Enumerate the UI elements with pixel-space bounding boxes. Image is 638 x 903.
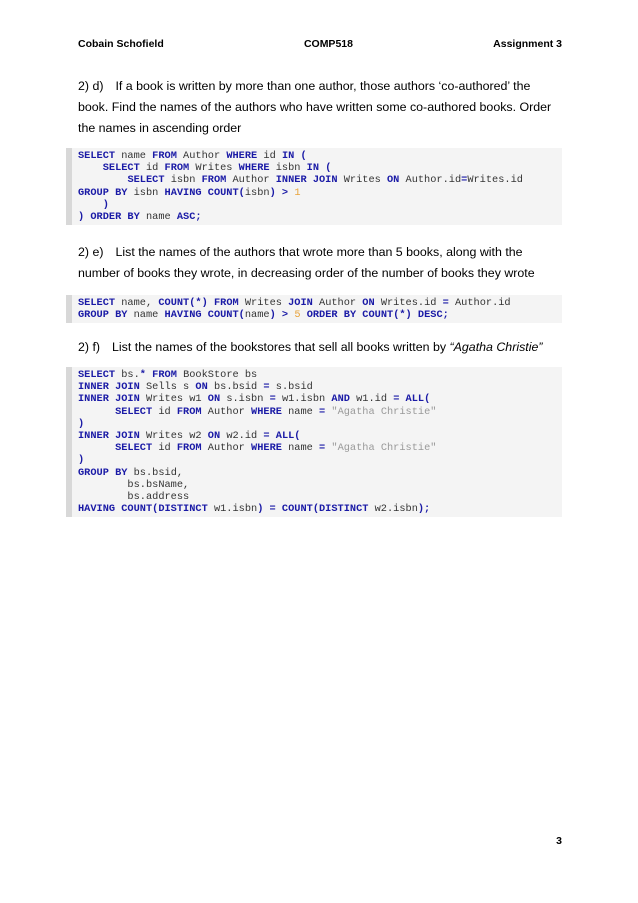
code-keyword: SELECT xyxy=(78,369,116,381)
code-keyword: = ALL( xyxy=(393,393,431,406)
code-line xyxy=(78,430,562,442)
code-text: Author.id xyxy=(399,174,462,187)
code-text: isbn xyxy=(127,186,165,199)
code-text xyxy=(78,199,103,211)
code-keyword: FROM xyxy=(152,150,177,162)
question-number: 2) d) xyxy=(78,79,104,93)
code-keyword: INNER JOIN xyxy=(275,174,338,187)
code-keyword: WHERE xyxy=(251,442,282,455)
code-block-2f xyxy=(66,367,562,517)
code-keyword: GROUP BY xyxy=(78,186,128,199)
code-line xyxy=(78,174,562,186)
code-string: "Agatha Christie" xyxy=(331,405,437,418)
code-keyword: IN ( xyxy=(281,150,307,162)
code-text: Writes xyxy=(238,297,289,309)
code-keyword: = ALL( xyxy=(263,430,301,443)
code-line xyxy=(78,297,562,309)
code-keyword: WHERE xyxy=(226,150,258,162)
code-text: isbn xyxy=(164,174,202,187)
code-text: isbn xyxy=(269,162,307,175)
code-text: Author.id xyxy=(448,297,511,309)
header-author: Cobain Schofield xyxy=(78,38,164,50)
code-keyword: ) xyxy=(78,454,85,467)
code-keyword: ) ORDER BY xyxy=(78,211,140,224)
code-text: name xyxy=(127,309,165,322)
code-keyword: INNER JOIN xyxy=(78,430,140,443)
code-keyword: FROM xyxy=(213,297,239,309)
code-text: Author xyxy=(176,150,227,162)
code-text: Author xyxy=(201,442,252,455)
code-text: bs.bsid, xyxy=(127,466,184,479)
code-text: Writes w1 xyxy=(139,393,208,406)
code-text: w1.isbn xyxy=(275,393,332,406)
code-keyword: HAVING COUNT( xyxy=(164,309,245,322)
code-text: bs.bsName, xyxy=(78,478,190,491)
code-keyword: ) > xyxy=(269,186,289,199)
code-text: s.bsid xyxy=(269,381,313,394)
code-keyword: ON xyxy=(362,297,375,309)
code-text: name xyxy=(281,405,320,418)
page-header xyxy=(78,38,562,50)
page-number: 3 xyxy=(556,835,562,847)
code-text: s.isbn xyxy=(220,393,270,406)
header-course: COMP518 xyxy=(303,38,353,50)
code-line xyxy=(78,150,562,162)
code-keyword: HAVING COUNT( xyxy=(164,186,245,199)
code-text: w2.id xyxy=(220,430,264,443)
code-keyword: = xyxy=(319,405,326,418)
code-text: name, xyxy=(115,297,159,309)
code-line xyxy=(78,503,562,515)
code-keyword: ) = COUNT(DISTINCT xyxy=(257,503,369,516)
code-text: w1.id xyxy=(349,393,394,406)
code-keyword: FROM xyxy=(176,442,202,455)
code-keyword: = xyxy=(319,442,326,455)
question-number: 2) e) xyxy=(78,245,104,259)
code-line xyxy=(78,406,562,418)
code-line xyxy=(78,467,562,479)
code-text: Writes w2 xyxy=(139,430,208,443)
code-line xyxy=(78,309,562,321)
code-keyword: COUNT(*) xyxy=(158,297,208,309)
question-2e xyxy=(78,242,562,284)
code-line xyxy=(78,199,562,211)
code-keyword: SELECT xyxy=(78,150,116,162)
code-text: name xyxy=(139,211,177,224)
code-text: w2.isbn xyxy=(368,503,418,516)
code-line xyxy=(78,454,562,466)
code-line xyxy=(78,491,562,503)
code-keyword: IN ( xyxy=(306,162,332,175)
code-keyword: SELECT xyxy=(115,442,153,455)
code-text: name xyxy=(281,442,320,455)
code-keyword: = xyxy=(461,174,468,187)
code-text: Author xyxy=(226,174,276,187)
code-block-2d xyxy=(66,148,562,225)
code-line xyxy=(78,187,562,199)
code-keyword: HAVING COUNT(DISTINCT xyxy=(78,503,208,516)
code-text: bs.address xyxy=(78,491,190,504)
code-text: id xyxy=(152,405,177,418)
question-text: List the names of the authors that wrote more than 5 books, along with the number of books they wrote, in decreasing order of the number of books they wrote xyxy=(78,245,535,280)
code-line xyxy=(78,442,562,454)
code-number: 5 xyxy=(294,309,301,322)
question-2d xyxy=(78,76,562,139)
code-text: w1.isbn xyxy=(207,503,258,516)
code-keyword: GROUP BY xyxy=(78,466,128,479)
question-text: List the names of the bookstores that sell all books written by xyxy=(112,340,450,354)
code-keyword: SELECT xyxy=(115,405,153,418)
code-keyword: ) > xyxy=(269,309,289,322)
code-text: name xyxy=(244,309,270,322)
code-string: "Agatha Christie" xyxy=(331,442,437,455)
code-keyword: FROM xyxy=(152,369,177,381)
code-text: Writes.id xyxy=(374,297,443,309)
code-text: Author xyxy=(201,405,252,418)
code-line xyxy=(78,393,562,405)
code-keyword: = xyxy=(442,297,449,309)
code-keyword: * xyxy=(139,369,146,381)
code-text: Author xyxy=(312,297,363,309)
question-text: If a book is written by more than one author, those authors ‘co-authored’ the book. Find the names of the authors who have written some co-authored books. Order the names in ascending order xyxy=(78,79,552,135)
code-line xyxy=(78,211,562,223)
code-keyword: ON xyxy=(386,174,400,187)
code-text: id xyxy=(257,150,282,162)
code-keyword: SELECT xyxy=(78,297,116,309)
code-keyword: ASC; xyxy=(176,211,202,224)
code-keyword: ) xyxy=(102,198,109,211)
code-keyword: AND xyxy=(331,393,350,406)
code-keyword: WHERE xyxy=(238,162,270,175)
code-keyword: FROM xyxy=(176,405,202,418)
code-keyword: = xyxy=(269,393,276,406)
header-assignment: Assignment 3 xyxy=(493,38,562,50)
code-keyword: WHERE xyxy=(251,405,282,418)
code-text: Writes.id xyxy=(467,174,523,187)
code-keyword: ) xyxy=(78,417,85,430)
code-keyword: = xyxy=(263,381,270,394)
code-keyword: ON xyxy=(195,381,208,394)
code-text: isbn xyxy=(244,186,270,199)
question-number: 2) f) xyxy=(78,340,101,354)
code-text: Sells s xyxy=(139,381,196,394)
code-line xyxy=(78,162,562,174)
code-line xyxy=(78,479,562,491)
code-keyword: ORDER BY COUNT(*) DESC; xyxy=(306,309,449,322)
code-keyword: ); xyxy=(417,503,431,516)
code-text: id xyxy=(139,162,165,175)
question-2f xyxy=(78,337,562,358)
code-text xyxy=(78,174,127,186)
code-text: bs.bsid xyxy=(207,381,264,394)
code-keyword: ON xyxy=(207,430,221,443)
code-keyword: SELECT xyxy=(127,174,165,187)
code-line xyxy=(78,369,562,381)
code-text: Writes xyxy=(337,174,387,187)
code-text: id xyxy=(152,442,177,455)
code-text: BookStore bs xyxy=(176,369,258,381)
code-keyword: FROM xyxy=(201,174,227,187)
code-text: name xyxy=(115,150,153,162)
code-text xyxy=(78,406,115,418)
code-keyword: SELECT xyxy=(102,162,140,175)
code-number: 1 xyxy=(294,186,301,199)
code-keyword: GROUP BY xyxy=(78,309,128,322)
code-line xyxy=(78,418,562,430)
code-keyword: ON xyxy=(207,393,221,406)
code-text xyxy=(78,162,103,174)
code-text: bs. xyxy=(115,369,140,381)
code-block-2e xyxy=(66,295,562,323)
code-keyword: JOIN xyxy=(288,297,313,309)
code-keyword: FROM xyxy=(164,162,190,175)
code-keyword: INNER JOIN xyxy=(78,381,140,394)
code-line xyxy=(78,381,562,393)
question-emphasis: “Agatha Christie” xyxy=(449,340,543,354)
code-text: Writes xyxy=(189,162,239,175)
code-keyword: INNER JOIN xyxy=(78,393,140,406)
code-text xyxy=(78,442,115,454)
